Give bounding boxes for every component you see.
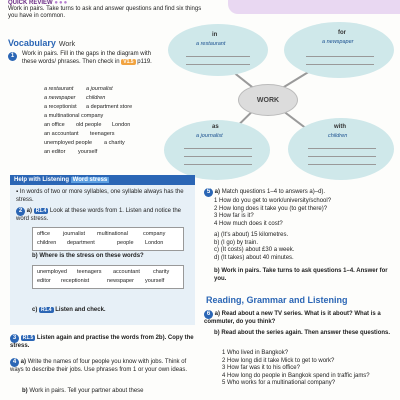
- quick-review-title: QUICK REVIEW ●●●: [8, 0, 69, 6]
- gap-line: [184, 156, 252, 157]
- stress-word: journalist: [63, 231, 86, 237]
- exercise-2c: c) R1.4 Listen and check.: [32, 307, 106, 313]
- center-bubble: WORK: [238, 84, 298, 116]
- word-item: a department store: [86, 104, 133, 110]
- answer-item: b) (I go) by train.: [214, 239, 259, 246]
- gap-line: [308, 156, 376, 157]
- exercise-5a: 5 a) Match questions 1–4 to answers a)–d).: [204, 188, 394, 197]
- question-word: unemployed: [37, 269, 67, 275]
- help-with-listening-bar: Help with Listening Word stress: [10, 175, 195, 185]
- bullet-text: ▪ In words of two or more syllables, one syllable always has the stress.: [16, 189, 184, 203]
- exercise-6-questions: [222, 350, 394, 388]
- question-item: 4 How much does it cost?: [214, 220, 283, 227]
- stress-word: multinational: [97, 231, 128, 237]
- word-item: London: [112, 122, 131, 128]
- word-item: a charity: [104, 140, 125, 146]
- word-item: old people: [76, 122, 102, 128]
- exercise-2b: b) Where is the stress on these words?: [32, 253, 144, 259]
- in-answer: a restaurant: [196, 41, 226, 47]
- question-word: newspaper: [107, 278, 134, 284]
- question-item: 2 How long does it take you (to get there)?: [214, 205, 328, 212]
- word-item: an editor: [44, 149, 66, 155]
- exercise-5-answers: [214, 232, 394, 262]
- word-item: yourself: [78, 149, 98, 155]
- question-word: teenagers: [77, 269, 102, 275]
- gap-line: [306, 56, 374, 57]
- with-answer: children: [328, 133, 348, 139]
- exercise-3: 3 R1.5 Listen again and practise the words from 2b). Copy the stress.: [10, 335, 194, 349]
- gap-line: [184, 148, 252, 149]
- exercise-6b: b) Read about the series again. Then answer these questions.: [214, 330, 391, 336]
- question-word: receptionist: [61, 278, 90, 284]
- question-word: editor: [37, 278, 51, 284]
- word-item: an office: [44, 122, 65, 128]
- word-item: a journalist: [86, 86, 113, 92]
- word-item: teenagers: [90, 131, 115, 137]
- stress-word: office: [37, 231, 51, 237]
- work-diagram: [158, 20, 398, 185]
- gap-line: [308, 148, 376, 149]
- stress-question-box: [32, 265, 184, 289]
- gap-line: [186, 56, 250, 57]
- exercise-1-number: 1: [8, 52, 17, 61]
- word-item: unemployed people: [44, 140, 93, 146]
- gap-line: [184, 164, 252, 165]
- word-box: [38, 84, 158, 162]
- stress-word: London: [145, 240, 164, 246]
- question-item: 1 Who lived in Bangkok?: [222, 350, 289, 356]
- word-item: a newspaper: [44, 95, 76, 101]
- answer-item: a) (It's about) 15 kilometres.: [214, 232, 289, 238]
- stress-word: people: [117, 240, 134, 246]
- question-item: 3 How far is it?: [214, 213, 254, 220]
- question-item: 2 How long did it take Mick to get to work?: [222, 357, 335, 364]
- gap-line: [186, 64, 250, 65]
- answer-item: d) (It takes) about 40 minutes.: [214, 254, 294, 261]
- word-item: an accountant: [44, 131, 79, 137]
- stress-word: department: [67, 240, 95, 246]
- stress-words-box: [32, 227, 184, 251]
- question-item: 4 How long do people in Bangkok spend in traffic jams?: [222, 372, 370, 379]
- exercise-4b: b) Work in pairs. Tell your partner about these: [22, 388, 144, 394]
- for-answer: a newspaper: [322, 39, 354, 45]
- exercise-2a: 2 a) R1.4 Look at these words from 1. Listen and notice the word stress.: [16, 208, 181, 222]
- stress-word: company: [143, 231, 166, 237]
- exercise-4a: 4 a) Write the names of four people you know with jobs. Think of ways to describe their jobs. Use phrases from 1 or your own ideas.: [10, 359, 188, 373]
- exercise-5-questions: [214, 198, 394, 228]
- as-answer: a journalist: [196, 133, 223, 139]
- stress-word: children: [37, 240, 57, 246]
- exercise-6a: 6 a) Read about a new TV series. What is it about? What is a commuter, do you think?: [204, 311, 381, 325]
- answer-item: c) (It costs) about £30 a week.: [214, 247, 295, 254]
- with-label: with: [334, 124, 346, 130]
- word-item: a receptionist: [44, 104, 77, 110]
- question-item: 5 Who works for a multinational company?: [222, 380, 336, 387]
- vocabulary-title: Vocabulary Work: [8, 38, 76, 48]
- as-label: as: [212, 124, 219, 130]
- exercise-5b: b) Work in pairs. Take turns to ask questions 1–4. Answer for you.: [214, 268, 388, 282]
- reading-section-title: Reading, Grammar and Listening: [206, 295, 348, 305]
- in-label: in: [212, 32, 218, 38]
- word-item: a multinational company: [44, 113, 104, 119]
- question-word: accountant: [113, 269, 140, 275]
- question-word: charity: [153, 269, 170, 275]
- quick-review-text: Work in pairs. Take turns to ask and answer questions and find six things you have in common.: [8, 6, 202, 19]
- header-tab: [228, 0, 400, 14]
- question-word: yourself: [145, 278, 165, 284]
- bubble-in: [168, 24, 268, 76]
- word-item: a restaurant: [44, 86, 74, 92]
- word-item: children: [86, 95, 106, 101]
- for-label: for: [338, 30, 346, 36]
- question-item: 3 How far was it to his office?: [222, 365, 300, 372]
- gap-line: [308, 164, 376, 165]
- gap-line: [306, 64, 374, 65]
- question-item: 1 How do you get to work/university/school?: [214, 198, 332, 204]
- exercise-1-instructions: Work in pairs. Fill in the gaps in the diagram with these words/ phrases. Then check in V1.5 p119.: [22, 51, 152, 65]
- help-with-listening-box: [10, 185, 195, 325]
